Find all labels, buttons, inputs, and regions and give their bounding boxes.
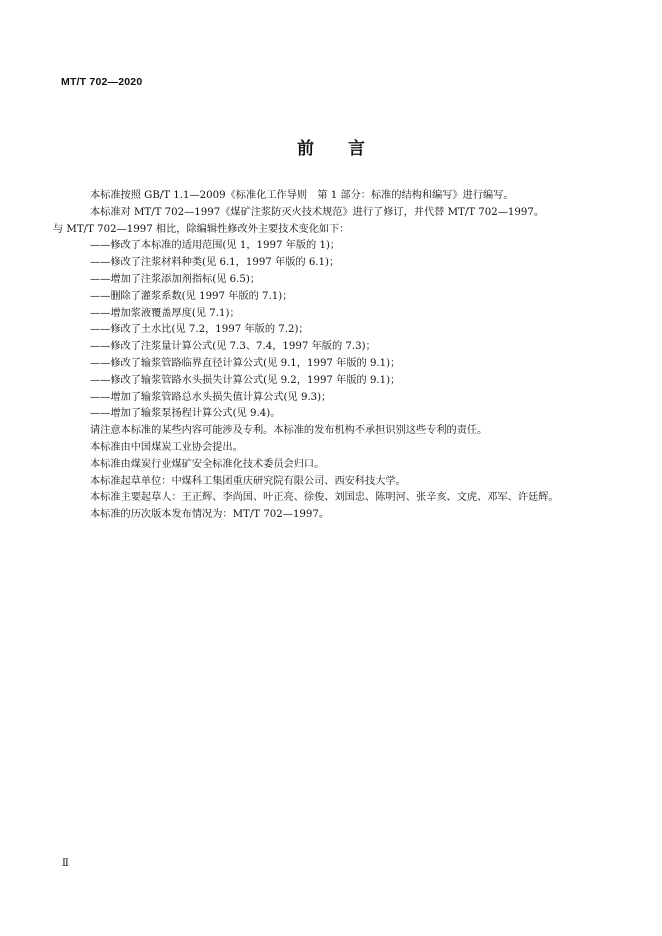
note-paragraph: 本标准起草单位：中煤科工集团重庆研究院有限公司、西安科技大学。 xyxy=(90,475,406,487)
intro-paragraph: 与 MT/T 702—1997 相比，除编辑性修改外主要技术变化如下： xyxy=(53,223,350,235)
change-item: ——增加了输浆管路总水头损失值计算公式(见 9.3)； xyxy=(90,391,332,403)
change-item: ——修改了输浆管路水头损失计算公式(见 9.2，1997 年版的 9.1)； xyxy=(90,374,401,386)
change-item: ——修改了注浆材料种类(见 6.1，1997 年版的 6.1)； xyxy=(90,257,340,269)
change-item: ——修改了输浆管路临界直径计算公式(见 9.1，1997 年版的 9.1)； xyxy=(90,357,401,369)
change-item: ——增加了注浆添加剂指标(见 6.5)； xyxy=(90,273,261,285)
note-paragraph: 本标准的历次版本发布情况为：MT/T 702—1997。 xyxy=(90,509,330,521)
change-item: ——修改了本标准的适用范围(见 1，1997 年版的 1)； xyxy=(90,240,341,252)
change-item: ——删除了灌浆系数(见 1997 年版的 7.1)； xyxy=(90,290,293,302)
page-title: 前 言 xyxy=(297,139,365,159)
note-paragraph: 本标准主要起草人：王正辉、李尚国、叶正亮、徐俊、刘国忠、陈明河、张辛亥、文虎、邓军、许廷辉。 xyxy=(90,492,559,504)
note-paragraph: 本标准由煤炭行业煤矿安全标准化技术委员会归口。 xyxy=(90,458,325,470)
intro-paragraph: 本标准对 MT/T 702—1997《煤矿注浆防灭火技术规范》进行了修订，并代替 MT/T 702—1997。 xyxy=(90,206,545,218)
change-item: ——增加了输浆泵扬程计算公式(见 9.4)。 xyxy=(90,408,281,420)
standard-code-header: MT/T 702—2020 xyxy=(61,76,143,88)
note-paragraph: 本标准由中国煤炭工业协会提出。 xyxy=(90,441,243,453)
intro-paragraph: 本标准按照 GB/T 1.1—2009《标准化工作导则 第 1 部分：标准的结构和编写》进行编写。 xyxy=(90,190,514,201)
document-body xyxy=(53,188,610,524)
change-item: ——修改了注浆量计算公式(见 7.3、7.4，1997 年版的 7.3)； xyxy=(90,341,376,353)
page-number: Ⅱ xyxy=(62,858,69,869)
note-paragraph: 请注意本标准的某些内容可能涉及专利。本标准的发布机构不承担识别这些专利的责任。 xyxy=(90,425,488,437)
change-item: ——增加浆液覆盖厚度(见 7.1)； xyxy=(90,307,240,319)
change-item: ——修改了土水比(见 7.2，1997 年版的 7.2)； xyxy=(90,324,309,336)
